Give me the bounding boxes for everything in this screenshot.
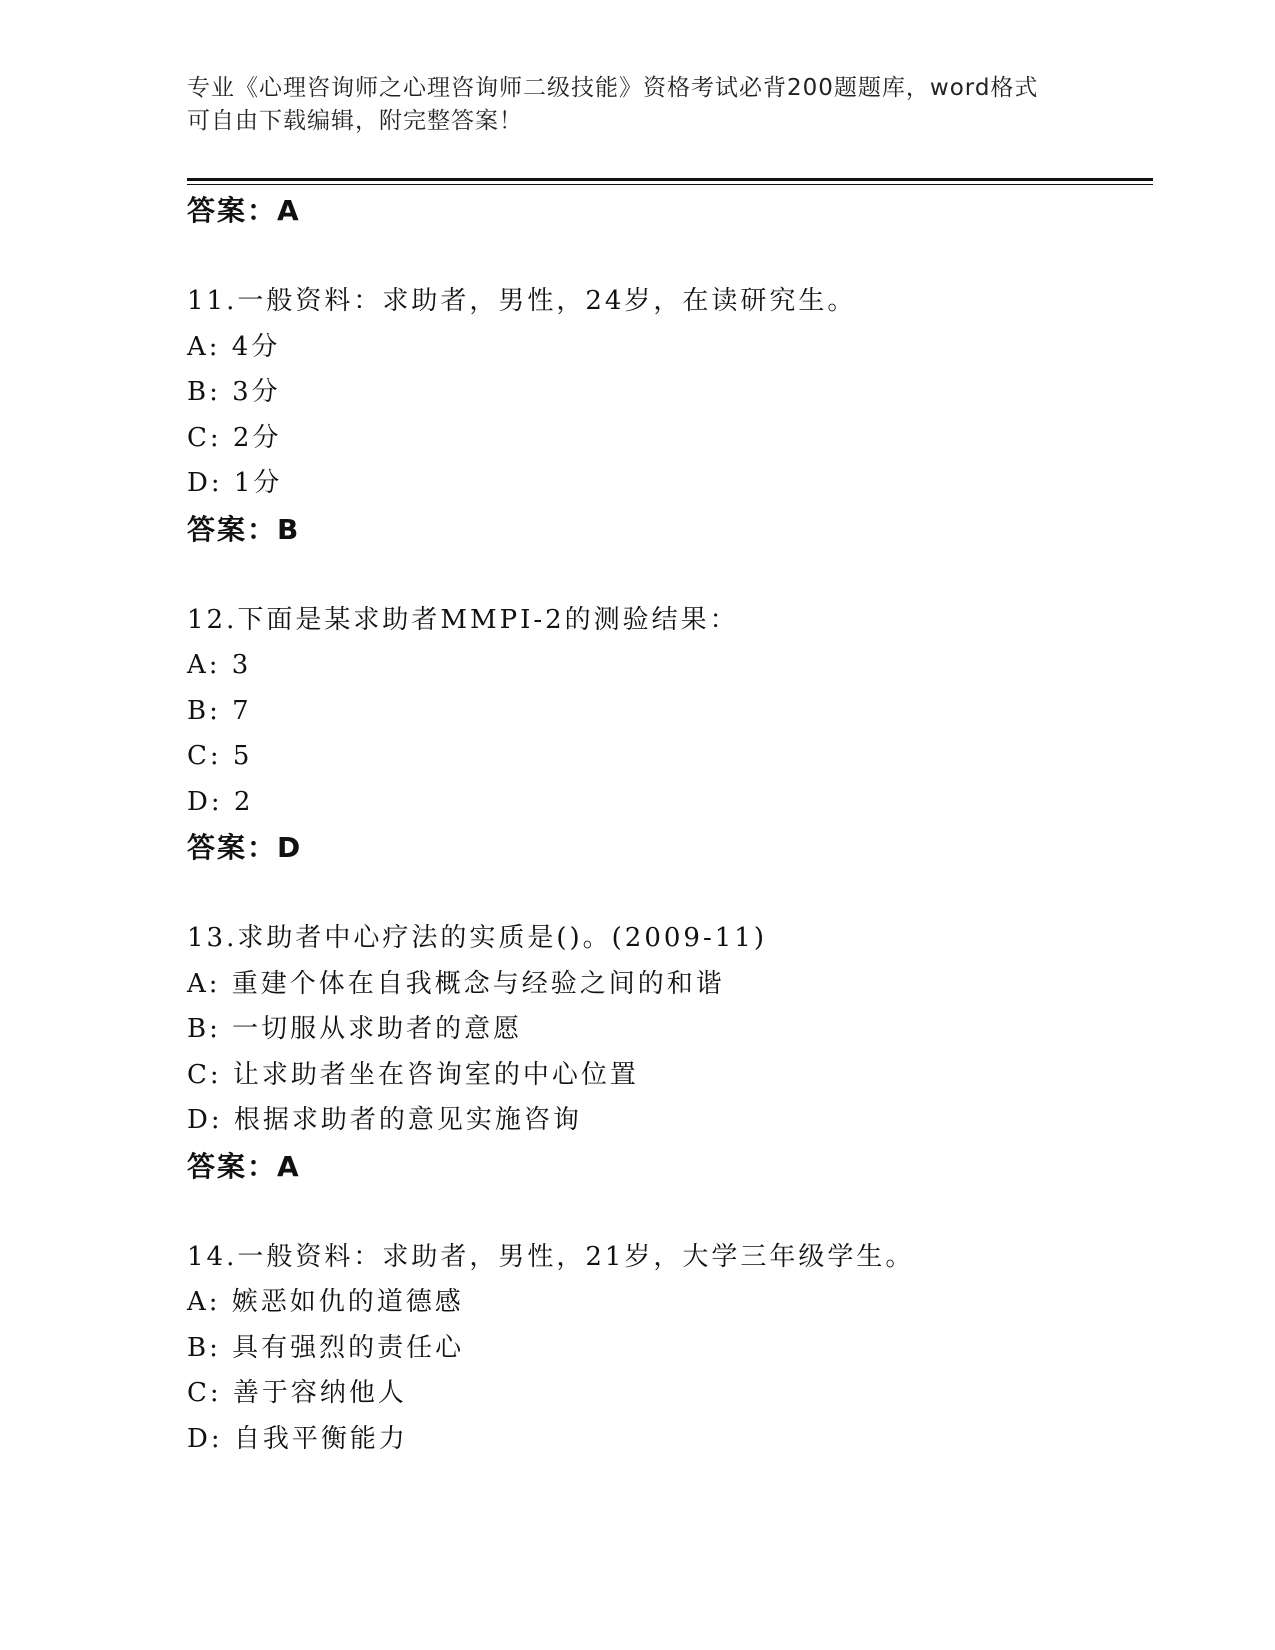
option-a: A: 3 — [187, 650, 252, 680]
question-stem: 14.一般资料：求助者，男性，21岁，大学三年级学生。 — [187, 1241, 915, 1272]
question-stem: 11.一般资料：求助者，男性，24岁，在读研究生。 — [187, 286, 857, 316]
document-header — [187, 72, 1087, 138]
option-d: D: 根据求助者的意见实施咨询 — [187, 1105, 582, 1135]
header-line-1: 专业《心理咨询师之心理咨询师二级技能》资格考试必背200题题库，word格式 — [187, 75, 1039, 101]
header-line-2: 可自由下载编辑，附完整答案！ — [187, 108, 523, 134]
spacer — [187, 234, 1147, 280]
question-stem: 13.求助者中心疗法的实质是()。(2009-11) — [187, 923, 767, 953]
header-rule-thick — [187, 178, 1153, 181]
question-14 — [187, 1235, 1147, 1463]
question-answer: 答案：A — [187, 1149, 301, 1183]
option-a: A: 4分 — [187, 331, 281, 362]
option-b: B: 一切服从求助者的意愿 — [187, 1014, 523, 1044]
question-list — [187, 188, 1147, 1462]
spacer — [187, 1189, 1147, 1235]
question-stem: 12.下面是某求助者MMPI-2的测验结果： — [187, 604, 739, 635]
spacer — [187, 552, 1147, 598]
option-d: D: 自我平衡能力 — [187, 1423, 408, 1454]
question-answer: 答案：B — [187, 512, 301, 546]
question-12 — [187, 598, 1147, 871]
previous-answer: 答案：A — [187, 194, 301, 227]
question-13 — [187, 916, 1147, 1189]
question-answer: 答案：D — [187, 831, 303, 864]
option-c: C: 2分 — [187, 422, 282, 453]
question-11 — [187, 279, 1147, 552]
option-c: C: 让求助者坐在咨询室的中心位置 — [187, 1059, 639, 1090]
header-rule-thin — [187, 184, 1153, 185]
option-b: B: 7 — [187, 695, 252, 726]
option-c: C: 5 — [187, 741, 253, 771]
spacer — [187, 871, 1147, 917]
option-d: D: 1分 — [187, 468, 283, 498]
option-a: A: 嫉恶如仇的道德感 — [187, 1287, 464, 1317]
option-a: A: 重建个体在自我概念与经验之间的和谐 — [187, 968, 725, 999]
option-c: C: 善于容纳他人 — [187, 1378, 407, 1408]
option-b: B: 具有强烈的责任心 — [187, 1332, 465, 1363]
option-d: D: 2 — [187, 786, 254, 817]
option-b: B: 3分 — [187, 377, 281, 407]
